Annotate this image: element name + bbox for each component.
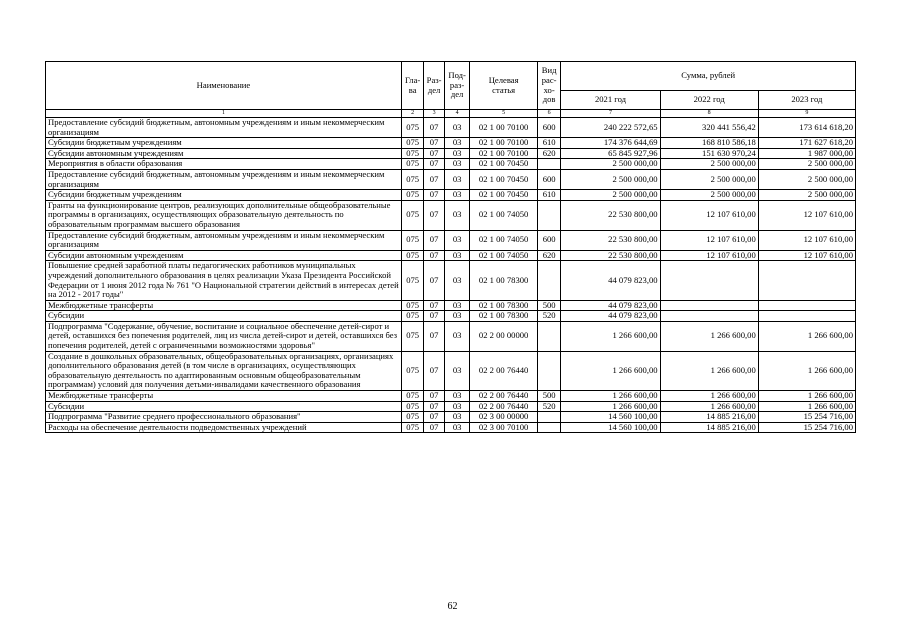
cell-sum-2023: 1 266 600,00 [758, 351, 855, 390]
cell-podrazdel: 03 [444, 159, 470, 170]
table-row [46, 250, 856, 261]
cell-sum-2021: 14 560 100,00 [561, 412, 660, 423]
cell-sum-2022: 320 441 556,42 [660, 118, 758, 138]
cell-glava: 075 [401, 118, 423, 138]
table-row [46, 230, 856, 250]
cell-name: Межбюджетные трансферты [46, 391, 402, 402]
cell-glava: 075 [401, 200, 423, 230]
cell-statya: 02 3 00 70100 [470, 422, 537, 433]
cell-vid: 600 [537, 118, 561, 138]
table-row [46, 169, 856, 189]
header-year-2022: 2022 год [660, 91, 758, 110]
cell-name: Субсидии автономным учреждениям [46, 148, 402, 159]
cell-sum-2023: 171 627 618,20 [758, 138, 855, 149]
table-row [46, 321, 856, 351]
cell-sum-2022: 2 500 000,00 [660, 190, 758, 201]
cell-statya: 02 2 00 76440 [470, 351, 537, 390]
cell-vid: 600 [537, 230, 561, 250]
table-row [46, 351, 856, 390]
cell-podrazdel: 03 [444, 250, 470, 261]
column-number: 2 [401, 110, 423, 118]
cell-razdel: 07 [424, 412, 444, 423]
cell-sum-2021: 240 222 572,65 [561, 118, 660, 138]
cell-podrazdel: 03 [444, 261, 470, 300]
cell-sum-2022: 168 810 586,18 [660, 138, 758, 149]
cell-sum-2022: 1 266 600,00 [660, 401, 758, 412]
cell-vid: 500 [537, 391, 561, 402]
table-body [46, 118, 856, 433]
page-number: 62 [447, 601, 458, 612]
cell-sum-2021: 2 500 000,00 [561, 190, 660, 201]
cell-glava: 075 [401, 250, 423, 261]
table-row [46, 261, 856, 300]
cell-glava: 075 [401, 169, 423, 189]
cell-sum-2023: 12 107 610,00 [758, 250, 855, 261]
table-row [46, 311, 856, 322]
header-year-2023: 2023 год [758, 91, 855, 110]
cell-vid: 620 [537, 250, 561, 261]
cell-glava: 075 [401, 422, 423, 433]
cell-razdel: 07 [424, 118, 444, 138]
cell-glava: 075 [401, 311, 423, 322]
cell-sum-2023: 1 987 000,00 [758, 148, 855, 159]
column-number: 9 [758, 110, 855, 118]
cell-statya: 02 1 00 74050 [470, 200, 537, 230]
column-number: 4 [444, 110, 470, 118]
cell-podrazdel: 03 [444, 321, 470, 351]
cell-sum-2023: 1 266 600,00 [758, 321, 855, 351]
cell-razdel: 07 [424, 159, 444, 170]
table-row [46, 138, 856, 149]
cell-podrazdel: 03 [444, 148, 470, 159]
budget-table [45, 61, 856, 433]
cell-razdel: 07 [424, 300, 444, 311]
table-row [46, 118, 856, 138]
header-vid: Вид рас- хо- дов [537, 62, 561, 110]
cell-sum-2022 [660, 261, 758, 300]
cell-razdel: 07 [424, 200, 444, 230]
cell-vid [537, 412, 561, 423]
table-row [46, 401, 856, 412]
table-row [46, 190, 856, 201]
cell-name: Предоставление субсидий бюджетным, автономным учреждениям и иным некоммерческим организациям [46, 230, 402, 250]
cell-name: Мероприятия в области образования [46, 159, 402, 170]
cell-podrazdel: 03 [444, 391, 470, 402]
table-header [46, 62, 856, 118]
header-razdel: Раз- дел [424, 62, 444, 110]
column-number: 7 [561, 110, 660, 118]
cell-sum-2023: 12 107 610,00 [758, 230, 855, 250]
cell-vid: 620 [537, 148, 561, 159]
cell-vid: 610 [537, 190, 561, 201]
cell-sum-2022: 12 107 610,00 [660, 230, 758, 250]
cell-podrazdel: 03 [444, 351, 470, 390]
cell-name: Создание в дошкольных образовательных, общеобразовательных организациях, организациях дополнительного образования детей (в том числе в организациях, осуществляющих образовательную деятельность по адаптированным основным общеобразовательным программам) условий для получения детьми-инвалидами качественного образования [46, 351, 402, 390]
cell-sum-2022: 12 107 610,00 [660, 250, 758, 261]
cell-razdel: 07 [424, 261, 444, 300]
cell-sum-2022: 14 885 216,00 [660, 412, 758, 423]
cell-vid: 500 [537, 300, 561, 311]
cell-glava: 075 [401, 230, 423, 250]
cell-sum-2023: 173 614 618,20 [758, 118, 855, 138]
cell-sum-2021: 22 530 800,00 [561, 250, 660, 261]
cell-statya: 02 2 00 00000 [470, 321, 537, 351]
cell-name: Субсидии бюджетным учреждениям [46, 190, 402, 201]
cell-glava: 075 [401, 391, 423, 402]
cell-glava: 075 [401, 261, 423, 300]
cell-name: Предоставление субсидий бюджетным, автономным учреждениям и иным некоммерческим организациям [46, 169, 402, 189]
cell-sum-2021: 2 500 000,00 [561, 159, 660, 170]
cell-sum-2021: 65 845 927,96 [561, 148, 660, 159]
cell-sum-2023: 1 266 600,00 [758, 391, 855, 402]
header-name: Наименование [46, 62, 402, 110]
cell-razdel: 07 [424, 422, 444, 433]
table-row [46, 159, 856, 170]
header-summa: Сумма, рублей [561, 62, 856, 91]
cell-name: Субсидии [46, 401, 402, 412]
cell-vid [537, 321, 561, 351]
table-row [46, 300, 856, 311]
cell-glava: 075 [401, 138, 423, 149]
cell-statya: 02 1 00 70100 [470, 148, 537, 159]
cell-sum-2023: 1 266 600,00 [758, 401, 855, 412]
cell-sum-2022: 1 266 600,00 [660, 321, 758, 351]
cell-name: Предоставление субсидий бюджетным, автономным учреждениям и иным некоммерческим организациям [46, 118, 402, 138]
column-number-row [46, 110, 856, 118]
header-statya: Целевая статья [470, 62, 537, 110]
cell-statya: 02 1 00 78300 [470, 261, 537, 300]
cell-statya: 02 1 00 74050 [470, 250, 537, 261]
cell-podrazdel: 03 [444, 311, 470, 322]
cell-sum-2023: 2 500 000,00 [758, 190, 855, 201]
cell-razdel: 07 [424, 321, 444, 351]
cell-statya: 02 1 00 70450 [470, 159, 537, 170]
cell-sum-2021: 1 266 600,00 [561, 401, 660, 412]
cell-podrazdel: 03 [444, 138, 470, 149]
cell-sum-2023 [758, 311, 855, 322]
cell-glava: 075 [401, 351, 423, 390]
cell-sum-2021: 44 079 823,00 [561, 261, 660, 300]
table-row [46, 412, 856, 423]
cell-sum-2023: 2 500 000,00 [758, 169, 855, 189]
cell-podrazdel: 03 [444, 412, 470, 423]
cell-podrazdel: 03 [444, 300, 470, 311]
cell-glava: 075 [401, 412, 423, 423]
cell-razdel: 07 [424, 250, 444, 261]
cell-vid [537, 159, 561, 170]
cell-name: Повышение средней заработной платы педагогических работников муниципальных учреждений дополнительного образования в целях реализации Указа Президента Российской Федерации от 1 июня 2012 года № 761 "О Национальной стратегии действий в интересах детей на 2012 - 2017 годы" [46, 261, 402, 300]
cell-sum-2022: 2 500 000,00 [660, 159, 758, 170]
cell-sum-2023: 12 107 610,00 [758, 200, 855, 230]
column-number: 1 [46, 110, 402, 118]
cell-sum-2021: 1 266 600,00 [561, 391, 660, 402]
cell-podrazdel: 03 [444, 422, 470, 433]
cell-statya: 02 1 00 74050 [470, 230, 537, 250]
header-year-2021: 2021 год [561, 91, 660, 110]
cell-statya: 02 2 00 76440 [470, 401, 537, 412]
cell-razdel: 07 [424, 401, 444, 412]
cell-name: Расходы на обеспечение деятельности подведомственных учреждений [46, 422, 402, 433]
cell-sum-2021: 14 560 100,00 [561, 422, 660, 433]
cell-sum-2022 [660, 300, 758, 311]
cell-vid [537, 261, 561, 300]
cell-razdel: 07 [424, 311, 444, 322]
cell-sum-2023: 2 500 000,00 [758, 159, 855, 170]
cell-sum-2021: 44 079 823,00 [561, 300, 660, 311]
cell-glava: 075 [401, 190, 423, 201]
cell-sum-2021: 22 530 800,00 [561, 200, 660, 230]
cell-podrazdel: 03 [444, 190, 470, 201]
cell-name: Подпрограмма "Содержание, обучение, воспитание и социальное обеспечение детей-сирот и детей, оставшихся без попечения родителей, лиц из числа детей-сирот и детей, оставшихся без попечения родителей, детей с ограниченными возможностями здоровья" [46, 321, 402, 351]
cell-razdel: 07 [424, 169, 444, 189]
table-row [46, 391, 856, 402]
cell-statya: 02 1 00 78300 [470, 300, 537, 311]
column-number: 3 [424, 110, 444, 118]
cell-podrazdel: 03 [444, 118, 470, 138]
cell-vid [537, 200, 561, 230]
cell-razdel: 07 [424, 148, 444, 159]
cell-sum-2022: 14 885 216,00 [660, 422, 758, 433]
cell-sum-2021: 174 376 644,69 [561, 138, 660, 149]
cell-sum-2021: 1 266 600,00 [561, 351, 660, 390]
header-glava: Гла- ва [401, 62, 423, 110]
table-row [46, 148, 856, 159]
cell-sum-2023: 15 254 716,00 [758, 422, 855, 433]
header-podrazdel: Под- раз- дел [444, 62, 470, 110]
cell-glava: 075 [401, 300, 423, 311]
cell-name: Субсидии автономным учреждениям [46, 250, 402, 261]
cell-vid: 600 [537, 169, 561, 189]
cell-glava: 075 [401, 148, 423, 159]
table-row [46, 422, 856, 433]
cell-sum-2022: 151 630 970,24 [660, 148, 758, 159]
cell-vid: 520 [537, 311, 561, 322]
cell-statya: 02 1 00 70100 [470, 138, 537, 149]
cell-vid: 610 [537, 138, 561, 149]
cell-statya: 02 1 00 70450 [470, 190, 537, 201]
cell-vid: 520 [537, 401, 561, 412]
cell-statya: 02 1 00 78300 [470, 311, 537, 322]
cell-statya: 02 1 00 70450 [470, 169, 537, 189]
cell-name: Межбюджетные трансферты [46, 300, 402, 311]
cell-vid [537, 422, 561, 433]
cell-statya: 02 3 00 00000 [470, 412, 537, 423]
cell-podrazdel: 03 [444, 169, 470, 189]
cell-statya: 02 1 00 70100 [470, 118, 537, 138]
cell-sum-2023 [758, 300, 855, 311]
cell-glava: 075 [401, 321, 423, 351]
cell-razdel: 07 [424, 190, 444, 201]
column-number: 6 [537, 110, 561, 118]
cell-sum-2022: 12 107 610,00 [660, 200, 758, 230]
cell-name: Гранты на функционирование центров, реализующих дополнительные общеобразовательные программы в организациях, осуществляющих образовательную деятельность по образовательным программам высшего образования [46, 200, 402, 230]
cell-razdel: 07 [424, 138, 444, 149]
cell-podrazdel: 03 [444, 230, 470, 250]
cell-glava: 075 [401, 159, 423, 170]
cell-sum-2023: 15 254 716,00 [758, 412, 855, 423]
cell-podrazdel: 03 [444, 200, 470, 230]
cell-glava: 075 [401, 401, 423, 412]
cell-sum-2021: 22 530 800,00 [561, 230, 660, 250]
cell-sum-2021: 1 266 600,00 [561, 321, 660, 351]
column-number: 5 [470, 110, 537, 118]
cell-razdel: 07 [424, 230, 444, 250]
cell-sum-2021: 44 079 823,00 [561, 311, 660, 322]
cell-name: Субсидии [46, 311, 402, 322]
cell-razdel: 07 [424, 391, 444, 402]
cell-sum-2022 [660, 311, 758, 322]
cell-statya: 02 2 00 76440 [470, 391, 537, 402]
column-number: 8 [660, 110, 758, 118]
table-row [46, 200, 856, 230]
cell-sum-2022: 1 266 600,00 [660, 391, 758, 402]
cell-razdel: 07 [424, 351, 444, 390]
cell-name: Субсидии бюджетным учреждениям [46, 138, 402, 149]
cell-vid [537, 351, 561, 390]
cell-sum-2022: 1 266 600,00 [660, 351, 758, 390]
cell-sum-2022: 2 500 000,00 [660, 169, 758, 189]
cell-sum-2021: 2 500 000,00 [561, 169, 660, 189]
cell-name: Подпрограмма "Развитие среднего профессионального образования" [46, 412, 402, 423]
cell-sum-2023 [758, 261, 855, 300]
cell-podrazdel: 03 [444, 401, 470, 412]
